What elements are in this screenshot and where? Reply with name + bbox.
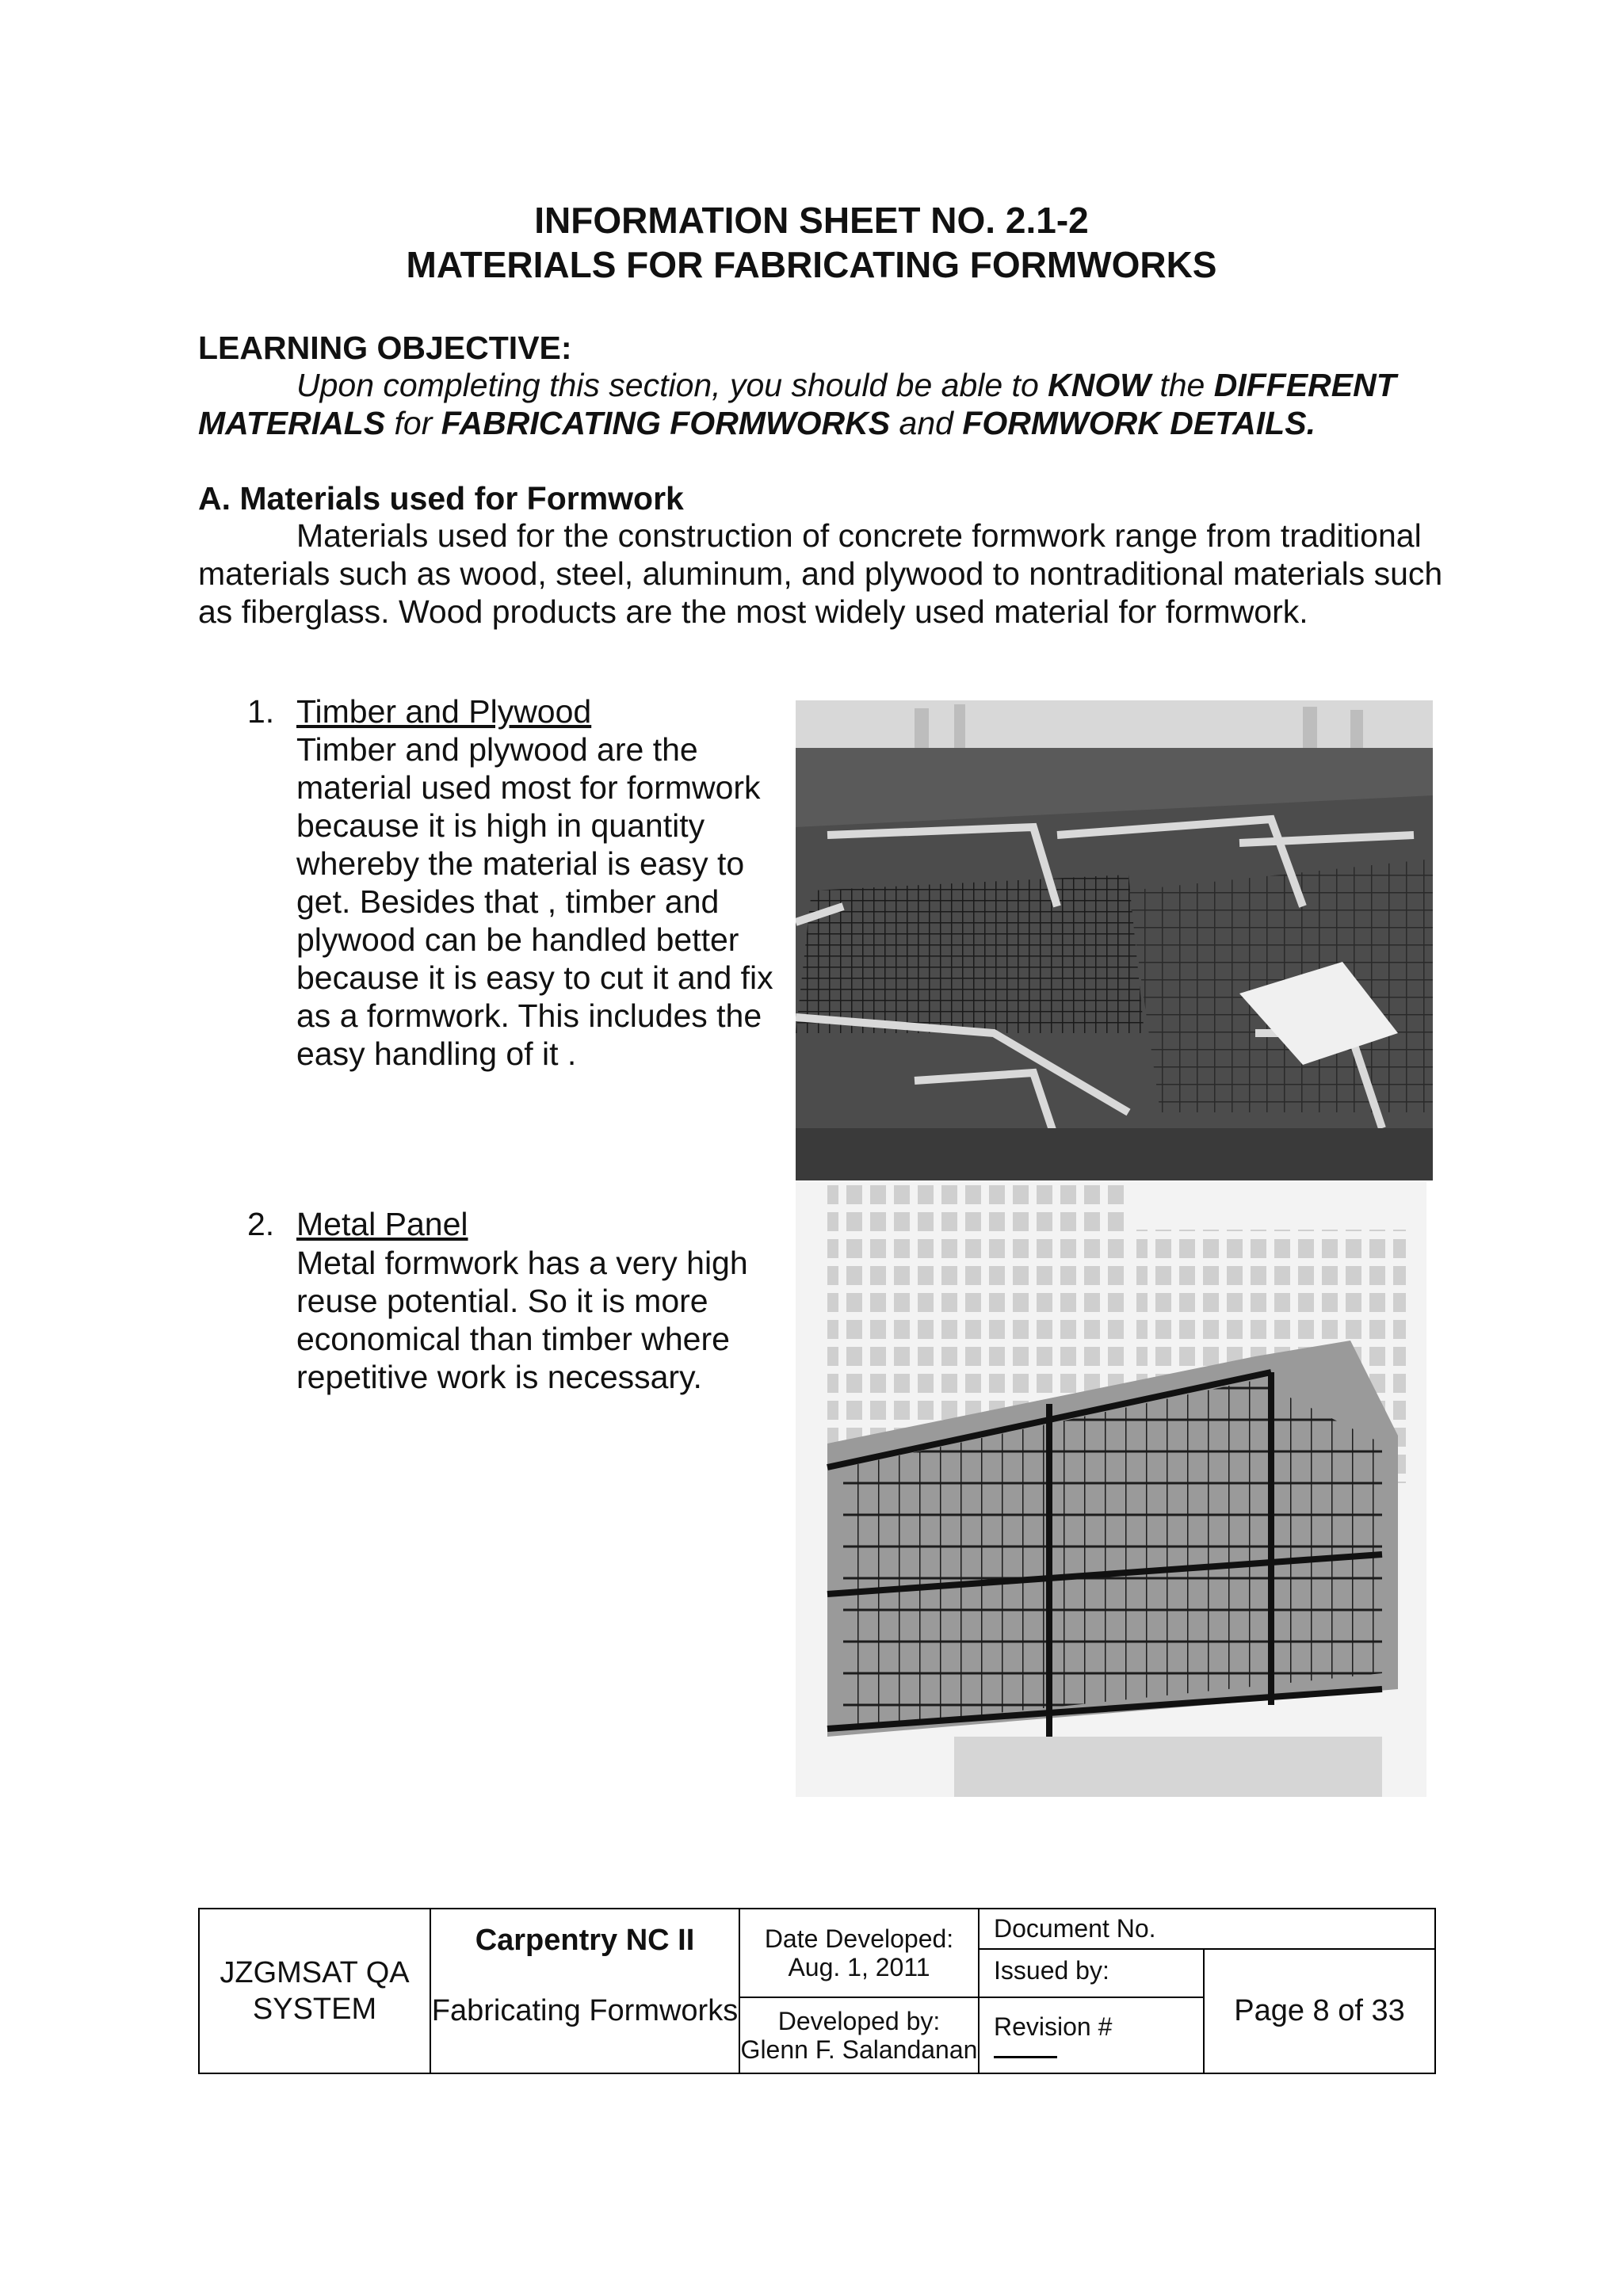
section-a-heading: A. Materials used for Formwork <box>198 480 684 517</box>
footer-date-label: Date Developed: <box>764 1924 954 1953</box>
learning-objective-text: Upon completing this section, you should be able to KNOW the DIFFERENT MATERIALS for FABRICATING FORMWORKS and FORMWORK DETAILS. <box>198 367 1396 441</box>
sheet-number-title: INFORMATION SHEET NO. 2.1-2 <box>534 200 1089 241</box>
footer-date-cell <box>739 1909 979 1997</box>
item-title-timber-plywood: Timber and Plywood <box>296 693 592 730</box>
item-title-metal-panel: Metal Panel <box>296 1206 468 1242</box>
footer-developer-name: Glenn F. Salandanan <box>740 2035 978 2064</box>
footer-page-number: Page 8 of 33 <box>1204 1949 1435 2073</box>
footer-date-value: Aug. 1, 2011 <box>788 1952 930 1981</box>
footer-course-cell <box>430 1909 739 2073</box>
footer-revision-label: Revision # <box>994 2012 1113 2041</box>
learning-objective-heading: LEARNING OBJECTIVE: <box>198 330 572 366</box>
footer-developer-cell <box>739 1997 979 2073</box>
metal-formwork-photo <box>796 1182 1426 1797</box>
sheet-main-title: MATERIALS FOR FABRICATING FORMWORKS <box>406 244 1217 285</box>
footer-module-title: Fabricating Formworks <box>431 1994 739 2027</box>
item-text-metal-panel: Metal formwork has a very high reuse potential. So it is more economical than timber where repetitive work is necessary. <box>296 1245 748 1395</box>
item-number: 1. <box>247 693 275 730</box>
footer-org-cell: JZGMSAT QA SYSTEM <box>199 1909 430 2073</box>
footer-developer-label: Developed by: <box>777 2006 941 2035</box>
footer-document-no: Document No. <box>979 1909 1435 1949</box>
item-text-timber-plywood: Timber and plywood are the material used most for formwork because it is high in quantity whereby the material is easy to get. Besides that , timber and plywood can be handled better because it is easy to cut it and fix as a formwork. This includes the easy handling of it . <box>296 731 773 1072</box>
revision-underline <box>994 2056 1057 2058</box>
footer-issued-by: Issued by: <box>979 1949 1204 1997</box>
section-a-paragraph: Materials used for the construction of concrete formwork range from traditional materials such as wood, steel, aluminum, and plywood to nontraditional materials such as fiberglass. Wood products are the most widely used material for formwork. <box>198 517 1443 630</box>
footer-revision-cell <box>979 1997 1204 2073</box>
item-number: 2. <box>247 1206 275 1242</box>
footer-course-title: Carpentry NC II <box>475 1924 695 1957</box>
timber-formwork-photo <box>796 700 1433 1180</box>
document-footer-table <box>198 1908 1436 2074</box>
